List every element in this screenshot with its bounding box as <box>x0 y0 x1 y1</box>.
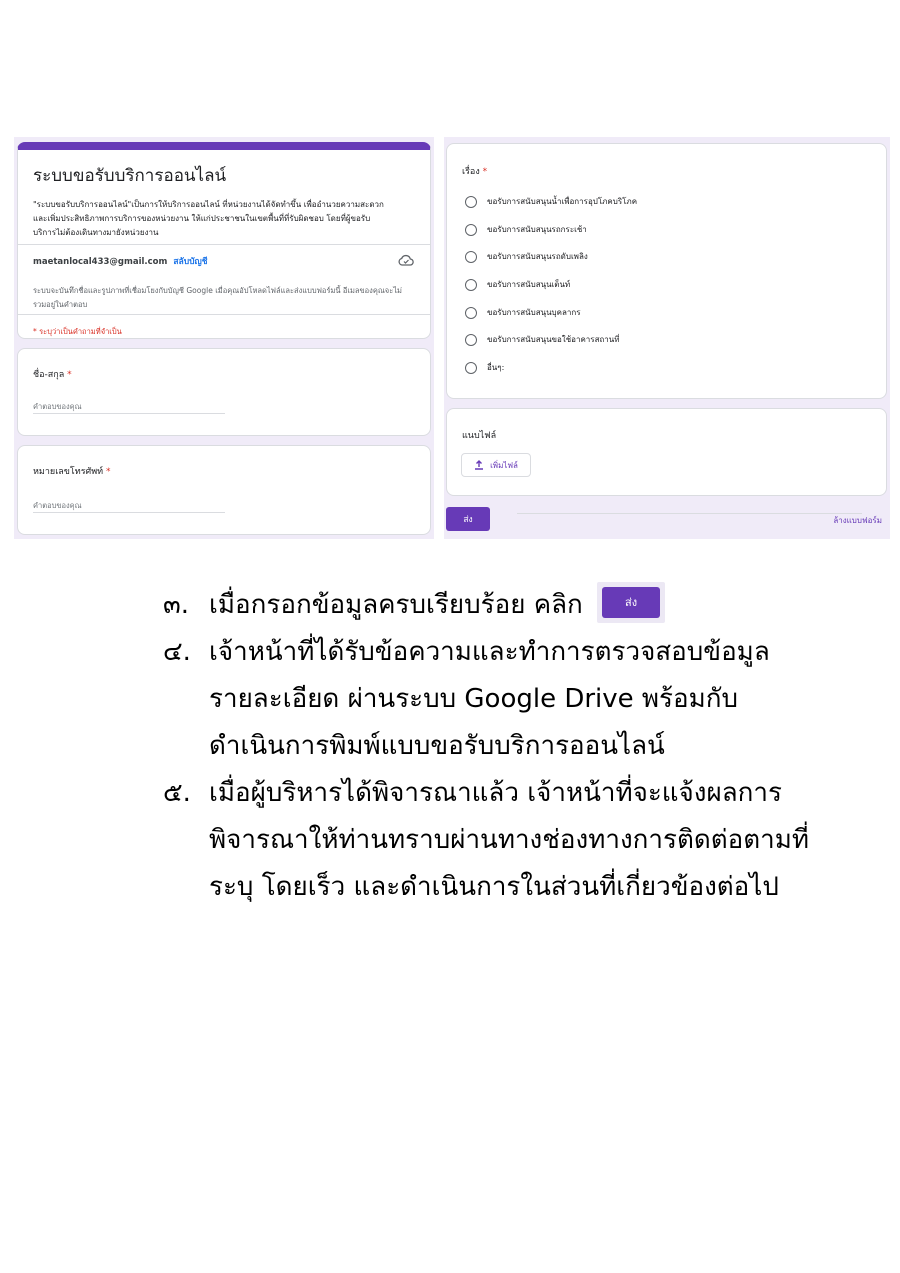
submit-button[interactable]: ส่ง <box>446 507 490 531</box>
question-label-subject: เรื่อง * <box>462 167 488 177</box>
form-screenshot-right <box>444 137 890 539</box>
question-card-subject <box>446 143 887 399</box>
radio-option[interactable]: ขอรับการสนับสนุนขอใช้อาคารสถานที่ <box>465 333 620 346</box>
radio-button[interactable] <box>465 224 477 236</box>
step-line: รายละเอียด ผ่านระบบ Google Drive พร้อมกับ <box>209 684 739 714</box>
radio-button[interactable] <box>465 196 477 208</box>
step-number: ๓. <box>163 590 190 620</box>
radio-button[interactable] <box>465 307 477 319</box>
add-file-button[interactable]: เพิ่มไฟล์ <box>461 453 531 477</box>
radio-button[interactable] <box>465 334 477 346</box>
question-label-phone: หมายเลขโทรศัพท์ * <box>33 467 111 477</box>
step-text: เมื่อกรอกข้อมูลครบเรียบร้อย คลิก <box>209 590 583 620</box>
form-description: "ระบบขอรับบริการออนไลน์"เป็นการให้บริการออนไลน์ ที่หน่วยงานได้จัดทำขึ้น เพื่ออำนวยความสะดวก และเพิ่มประสิทธิภาพการบริการของหน่วยงาน ให้แก่ประชาชนในเขตพื้นที่ที่รับผิดชอบ โดยที่ผู้ขอรับบริการไม่ต้องเดินทางมายังหน่วยงาน <box>33 200 384 237</box>
step-line: ดำเนินการพิมพ์แบบขอรับบริการออนไลน์ <box>209 731 665 761</box>
step-number: ๕. <box>163 778 191 808</box>
phone-input[interactable] <box>33 498 225 513</box>
question-label-attachment: แนบไฟล์ <box>462 431 497 441</box>
step-4 <box>163 629 863 770</box>
step-line: เจ้าหน้าที่ได้รับข้อความและทำการตรวจสอบข้อมูล <box>209 637 770 667</box>
instruction-steps <box>163 582 863 911</box>
cloud-saved-icon <box>398 254 414 266</box>
step-line: เมื่อผู้บริหารได้พิจารณาแล้ว เจ้าหน้าที่จะแจ้งผลการ <box>209 778 782 808</box>
account-email: maetanlocal433@gmail.com <box>33 257 168 267</box>
upload-icon <box>474 460 484 470</box>
question-card-attachment <box>446 408 887 496</box>
step-5 <box>163 770 863 911</box>
radio-option[interactable]: ขอรับการสนับสนุนน้ำเพื่อการอุปโภคบริโภค <box>465 195 637 208</box>
step-number: ๔. <box>163 637 191 667</box>
question-label-name: ชื่อ-สกุล * <box>33 370 72 380</box>
form-screenshot-left <box>14 137 434 539</box>
question-card-phone <box>17 445 431 535</box>
step-3 <box>163 582 863 629</box>
divider <box>18 244 430 245</box>
radio-button[interactable] <box>465 279 477 291</box>
step-line: พิจารณาให้ท่านทราบผ่านทางช่องทางการติดต่อตามที่ <box>209 825 809 855</box>
account-row <box>33 254 208 268</box>
account-info-text: ระบบจะบันทึกชื่อและรูปภาพที่เชื่อมโยงกับบัญชี Google เมื่อคุณอัปโหลดไฟล์และส่งแบบฟอร์มนี้ อีเมลของคุณจะไม่รวมอยู่ในคำตอบ <box>33 286 402 309</box>
step-line: ระบุ โดยเร็ว และดำเนินการในส่วนที่เกี่ยวข้องต่อไป <box>209 872 779 902</box>
radio-button[interactable] <box>465 362 477 374</box>
radio-option[interactable]: ขอรับการสนับสนุนเต็นท์ <box>465 278 570 291</box>
switch-account-link[interactable]: สลับบัญชี <box>173 257 208 267</box>
radio-button[interactable] <box>465 251 477 263</box>
radio-option[interactable]: ขอรับการสนับสนุนรถดับเพลิง <box>465 250 588 263</box>
clear-form-link[interactable]: ล้างแบบฟอร์ม <box>833 516 882 525</box>
name-input[interactable] <box>33 399 225 414</box>
form-header-card <box>17 142 431 339</box>
submit-button-image: ส่ง <box>602 587 660 618</box>
question-card-name <box>17 348 431 436</box>
radio-option[interactable]: ขอรับการสนับสนุนรถกระเช้า <box>465 223 587 236</box>
inline-submit-button-image <box>597 582 665 623</box>
form-title: ระบบขอรับบริการออนไลน์ <box>33 166 227 186</box>
radio-option-other[interactable]: อื่นๆ: <box>465 361 504 374</box>
required-note: * ระบุว่าเป็นคำถามที่จำเป็น <box>33 327 122 336</box>
divider <box>18 314 430 315</box>
radio-option[interactable]: ขอรับการสนับสนุนบุคลากร <box>465 306 581 319</box>
other-text-input[interactable] <box>517 513 862 514</box>
